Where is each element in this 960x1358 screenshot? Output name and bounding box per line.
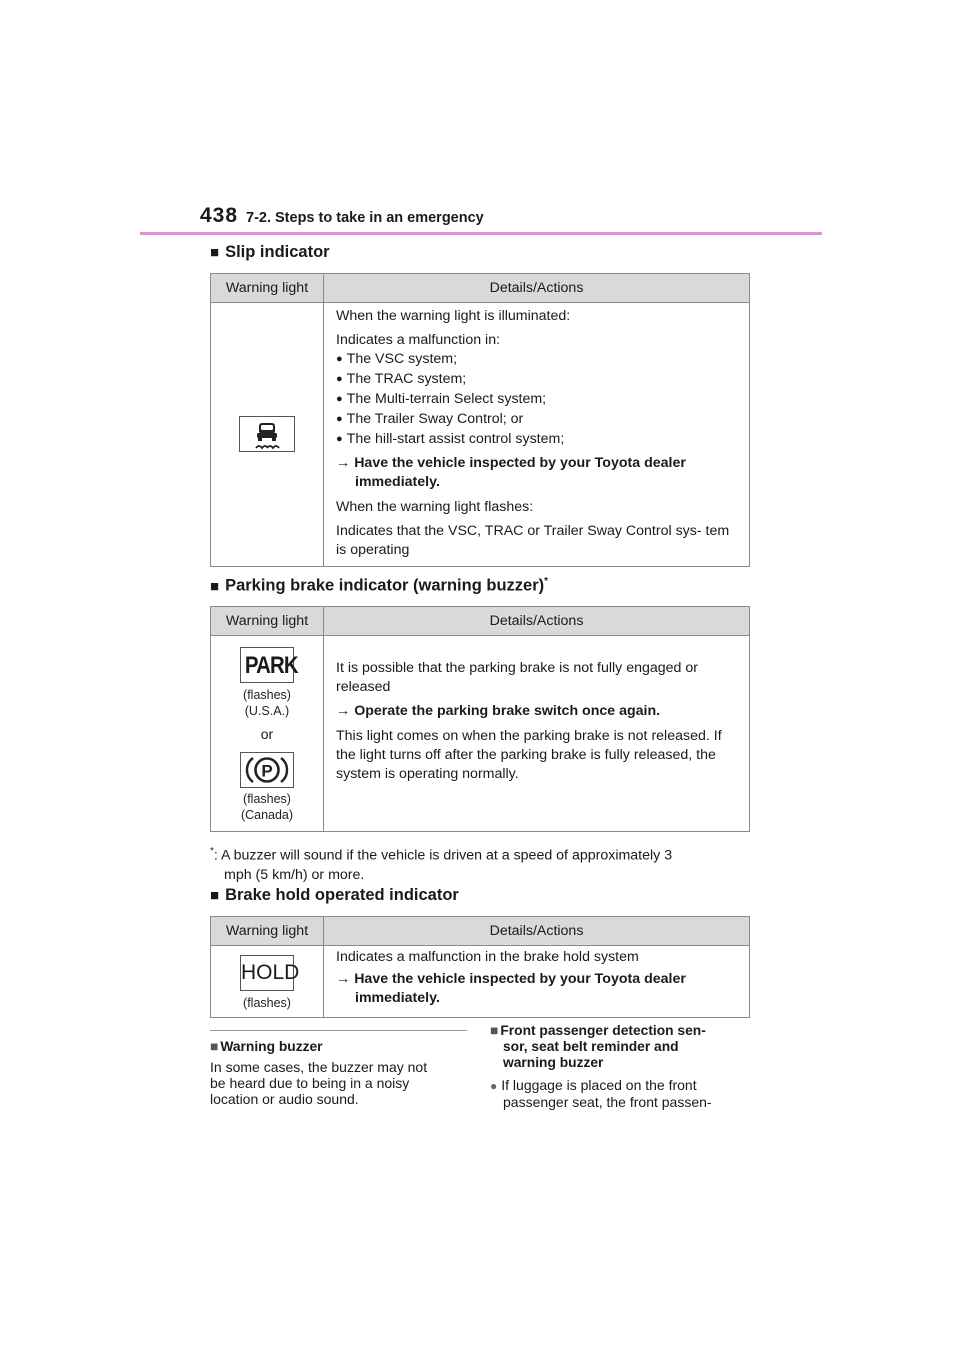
hold-action [336,970,743,1008]
park-icon [240,647,298,683]
hold-action-text: Have the vehicle inspected by your Toyota dealer immediately. [354,971,686,1006]
slip-action-text: Have the vehicle inspected by your Toyota dealer immediately. [354,455,686,490]
arrow-icon: → [336,703,351,719]
section-title-parking [210,576,548,596]
slip-indicator-icon [239,416,295,452]
arrow-icon: → [336,455,351,471]
page-number: 438 [200,204,239,227]
slip-system-item: ● The Trailer Sway Control; or [336,410,743,430]
parking-p-letter: P [261,761,273,780]
col-header-warning-light: Warning light [211,917,324,946]
slip-indicator-table [210,273,750,567]
warning-buzzer-note [210,1039,475,1107]
hold-text-1: Indicates a malfunction in the brake hold system [336,949,639,965]
front-passenger-note [490,1023,760,1110]
column-divider-rule [210,1030,467,1031]
square-bullet: ■ [210,1039,219,1054]
parking-action [336,702,743,721]
parking-p-icon [240,752,294,788]
footnote-line-2: mph (5 km/h) or more. [224,866,365,883]
warning-buzzer-heading [210,1039,475,1055]
square-bullet: ■ [210,577,220,595]
caption-canada: (Canada) [240,807,294,822]
front-passenger-line: ● If luggage is placed on the front [490,1077,760,1094]
hold-icon-cell [211,946,324,1018]
brake-hold-table [210,916,750,1018]
slip-details-cell [324,303,750,567]
slip-system-item: ● The TRAC system; [336,370,743,390]
footnote-mark: * [210,846,214,857]
front-passenger-heading-line: warning buzzer [503,1055,604,1070]
caption-usa: (U.S.A.) [244,703,290,718]
parking-brake-table [210,606,750,832]
slip-title-text: Slip indicator [225,243,330,261]
parking-text-2: This light comes on when the parking brake is not released. If the light turns off after the parking brake is fully released, the system is operating normally. [336,728,722,782]
footnote-line-1: : A buzzer will sound if the vehicle is driven at a speed of approximately 3 [213,847,673,864]
slip-malfunction-intro: Indicates a malfunction in: [336,332,501,348]
warning-buzzer-line: location or audio sound. [210,1091,359,1107]
chapter-title: 7-2. Steps to take in an emergency [246,210,484,226]
caption-flashes: (flashes) [243,791,291,806]
arrow-icon: → [336,971,351,987]
hold-icon [240,955,300,991]
parking-text-1: It is possible that the parking brake is not fully engaged or released [336,660,698,695]
slip-system-item: ● The Multi-terrain Select system; [336,390,743,410]
warning-buzzer-heading-text: Warning buzzer [220,1039,323,1054]
square-bullet: ■ [490,1023,499,1038]
square-bullet: ■ [210,244,220,261]
slip-flash-text: Indicates that the VSC, TRAC or Trailer Sway Control sys- tem is operating [336,523,730,558]
section-title-hold [210,886,459,905]
slip-action [336,454,743,492]
parking-details-cell [324,636,750,832]
col-header-details: Details/Actions [324,607,750,636]
square-bullet: ■ [210,887,220,904]
front-passenger-line: passenger seat, the front passen- [503,1094,712,1110]
slip-system-item: ● The VSC system; [336,350,743,370]
col-header-details: Details/Actions [324,274,750,303]
front-passenger-heading-line: Front passenger detection sen- [500,1023,706,1038]
parking-title-text: Parking brake indicator (warning buzzer) [225,576,545,595]
front-passenger-text [490,1077,760,1110]
park-icon-text: PARK [244,651,298,679]
col-header-details: Details/Actions [324,917,750,946]
col-header-warning-light: Warning light [211,607,324,636]
slip-icon-cell [211,303,324,567]
section-title-slip [210,243,330,262]
hold-title-text: Brake hold operated indicator [225,886,459,904]
front-passenger-heading [490,1023,760,1071]
slip-lit-heading: When the warning light is illuminated: [336,308,571,324]
or-text: or [260,725,274,742]
slip-flash-heading: When the warning light flashes: [336,499,534,515]
warning-buzzer-line: In some cases, the buzzer may not [210,1059,428,1075]
header-rule [140,232,822,235]
warning-buzzer-line: be heard due to being in a noisy [210,1075,410,1091]
caption-flashes: (flashes) [243,995,291,1010]
footnote-marker: * [544,576,549,587]
col-header-warning-light: Warning light [211,274,324,303]
caption-flashes: (flashes) [243,687,291,702]
hold-icon-text: HOLD [241,960,300,984]
hold-details-cell [324,946,750,1018]
front-passenger-heading-line: sor, seat belt reminder and [503,1039,679,1054]
slip-system-item: ● The hill-start assist control system; [336,430,743,450]
footnote [210,842,750,885]
parking-icon-cell [211,636,324,832]
parking-action-text: Operate the parking brake switch once again. [354,703,661,719]
